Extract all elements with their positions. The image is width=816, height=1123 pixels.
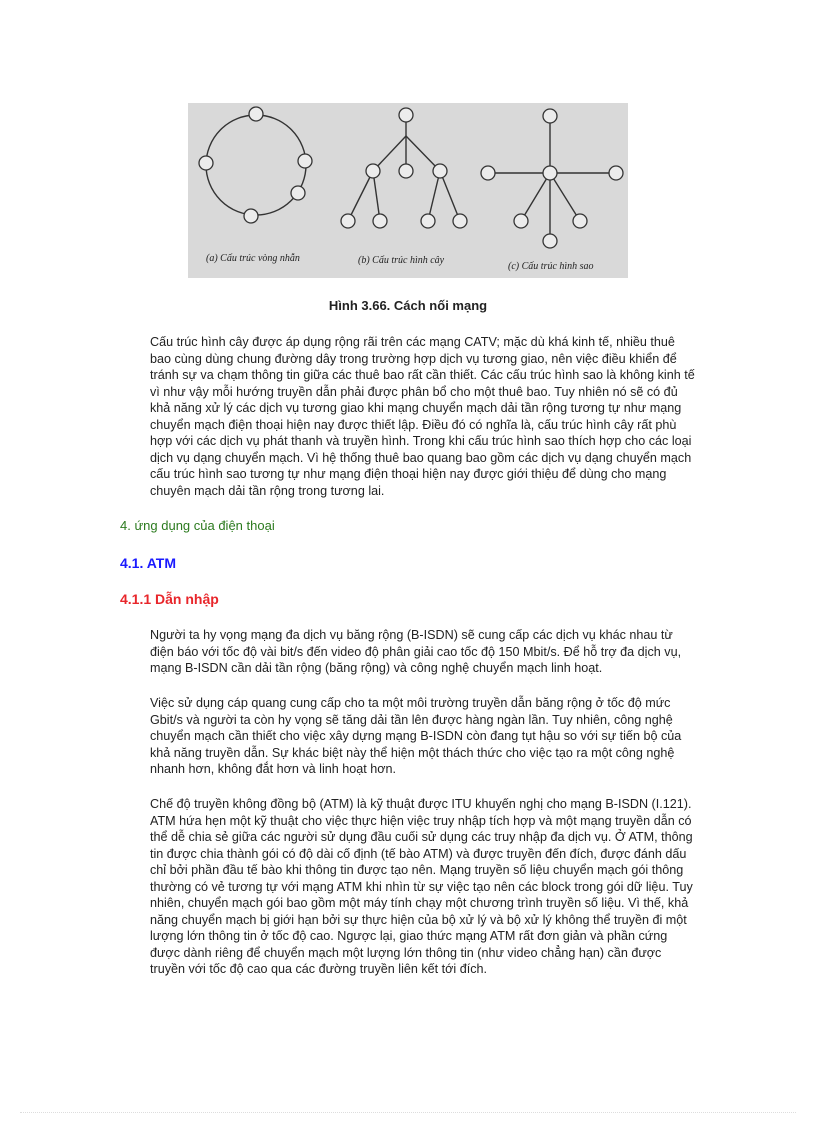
tree-node (433, 164, 447, 178)
ring-node (244, 209, 258, 223)
heading-section-4: 4. ứng dụng của điện thoại (120, 518, 275, 533)
heading-section-4-1-1: 4.1.1 Dẫn nhập (120, 591, 219, 607)
ring-node (291, 186, 305, 200)
ring-node (298, 154, 312, 168)
paragraph-bisdn-intro: Người ta hy vọng mạng đa dịch vụ băng rộng (B-ISDN) sẽ cung cấp các dịch vụ khác nhau từ điện báo với tốc độ vài bit/s đến video độ phân giải cao tốc độ 150 Mbit/s. Để hỗ trợ đa dịch vụ, mạng B-ISDN cần dải tần rộng (băng rộng) và công nghệ chuyển mạch linh hoạt. (150, 628, 682, 675)
star-node (543, 234, 557, 248)
paragraph-topology: Cấu trúc hình cây được áp dụng rộng rãi trên các mạng CATV; mặc dù khá kinh tế, nhiều thuê bao cùng dùng chung đường dây trong trường hợp dịch vụ tương giao, nên việc điều khiển để tránh sự va chạm thông tin giữa các thuê bao rất cần thiết. Các cấu trúc hình sao là không kinh tế vì như vậy mỗi hướng truyền dẫn phải được phân bổ cho một thuê bao. Tuy nhiên nó sẽ có đủ khả năng xử lý các dịch vụ tương giao khi mạng chuyển mạch dải tần rộng tương tự như mạng chuyển mạch điện thoại hiện nay được thiết lập. Điều đó có nghĩa là, cấu trúc hình cây rất phù hợp với các dịch vụ phát thanh và truyền hình. Trong khi cấu trúc hình sao thích hợp cho các loại dịch vụ dạng chuyển mạch. Vì hệ thống thuê bao quang bao gồm các dịch vụ dạng chuyển mạch cấu trúc hình sao tương tự như mạng điện thoại hiện nay được giới thiệu để dùng cho mạng chuyên mạch dải tần rộng trong tương lai. (150, 335, 695, 498)
tree-node (399, 164, 413, 178)
tree-label: (b) Cấu trúc hình cây (358, 255, 445, 266)
tree-node (366, 164, 380, 178)
star-hub (543, 166, 557, 180)
ring-node (249, 107, 263, 121)
network-topology-figure (188, 103, 628, 278)
tree-node (421, 214, 435, 228)
heading-section-4-1: 4.1. ATM (120, 555, 177, 571)
tree-node (341, 214, 355, 228)
star-node (514, 214, 528, 228)
star-label: (c) Cấu trúc hình sao (508, 261, 594, 272)
paragraph-fiber: Việc sử dụng cáp quang cung cấp cho ta một môi trường truyền dẫn băng rộng ở tốc độ mức Gbit/s và người ta còn hy vọng sẽ tăng dải tần lên được hàng ngàn lần. Tuy nhiên, công nghệ chuyển mạch cần thiết cho việc xây dựng mạng B-ISDN còn đang tụt hậu so với sự tiến bộ của khả năng truyền dẫn. Sự khác biệt này thể hiện một thách thức cho việc tạo ra một công nghệ nhanh hơn, không đắt hơn và linh hoạt hơn. (150, 696, 682, 776)
tree-node (399, 108, 413, 122)
ring-node (199, 156, 213, 170)
figure-caption: Hình 3.66. Cách nối mạng (328, 298, 488, 313)
ring-loop (206, 115, 306, 215)
paragraph-atm: Chế độ truyền không đồng bộ (ATM) là kỹ thuật được ITU khuyến nghị cho mạng B-ISDN (I.121). ATM hứa hẹn một kỹ thuật cho việc thực hiện việc truy nhập tích hợp và một mạng truyền dẫn có thể dễ chia sẻ giữa các người sử dụng đầu cuối sử dụng các truy nhập đa dịch vụ. Ở ATM, thông tin được chia thành gói có độ dài cố định (tế bào ATM) và được truyền đến đích, được đánh dấu chỉ bởi phần đầu tế bào khi thông tin được tạo nên. Mạng truyền số liệu chuyển mạch gói thông thường có vẻ tương tự với mạng ATM khi nhìn từ sự việc tạo nên các block trong gói dữ liệu. Tuy nhiên, chuyển mạch gói bao gồm một máy tính chạy một chương trình truyền số liệu. Vì thế, khả năng chuyển mạch bị giới hạn bởi sự thực hiện của bộ xử lý và bộ xử lý không thể truyền đi một lượng lớn thông tin ở tốc độ cao. Ngược lại, giao thức mạng ATM rất đơn giản và phần cứng được dành riêng để chuyển mạch một lượng lớn thông tin (như video chẳng hạn) cần được truyền với tốc độ cao qua các đường truyền liên kết tới đích. (150, 797, 693, 976)
tree-node (373, 214, 387, 228)
star-node (573, 214, 587, 228)
star-node (481, 166, 495, 180)
topology-diagrams (188, 103, 628, 278)
star-node (609, 166, 623, 180)
star-node (543, 109, 557, 123)
tree-node (453, 214, 467, 228)
ring-label: (a) Cấu trúc vòng nhẫn (206, 253, 300, 264)
page-bottom-divider (20, 1112, 796, 1114)
